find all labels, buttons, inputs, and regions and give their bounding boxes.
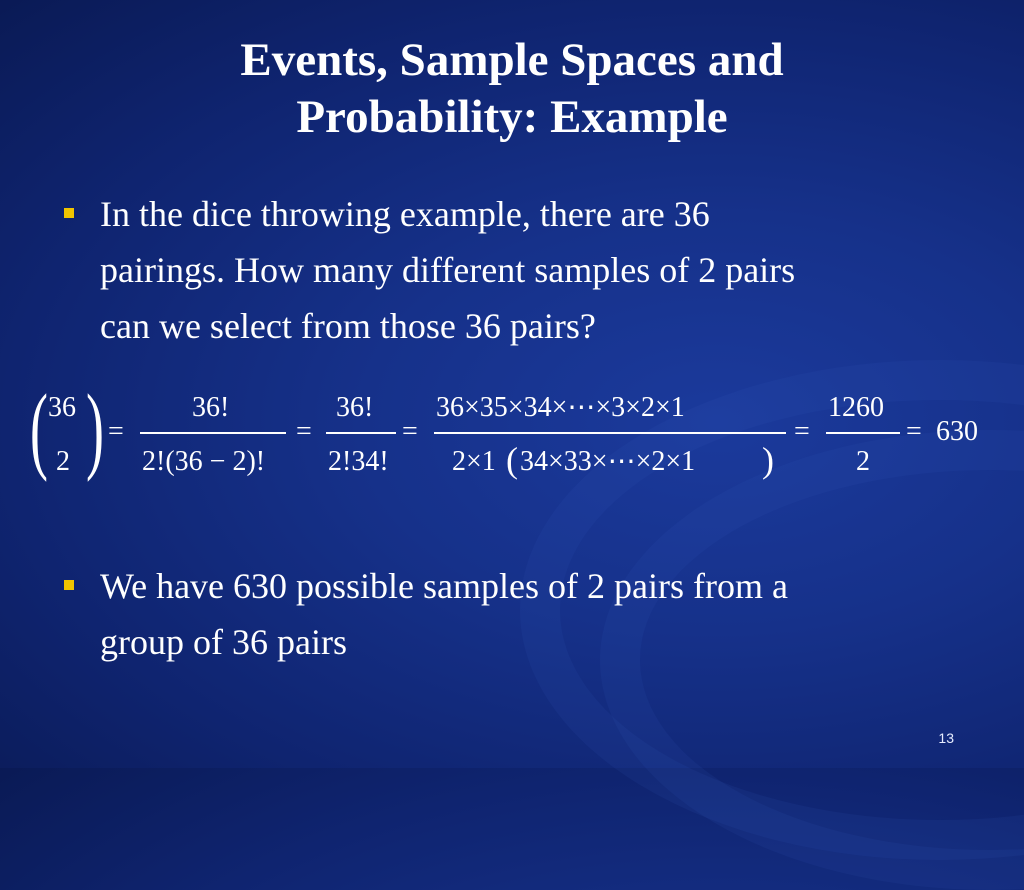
title-line: Probability: Example: [296, 91, 728, 143]
equals-sign: =: [296, 416, 312, 447]
fraction-numerator: 36×35×34×⋯×3×2×1: [436, 392, 685, 423]
paren-open: (: [506, 440, 518, 480]
right-paren: ): [86, 375, 104, 483]
fraction-denominator-factor: 2×1: [452, 446, 496, 477]
fraction-bar: [434, 432, 786, 434]
bullet-text: [100, 186, 1000, 354]
equals-sign: =: [794, 416, 810, 447]
slide-title: [0, 32, 1024, 146]
bullet-marker-icon: [64, 580, 74, 590]
paren-close: ): [762, 440, 774, 480]
fraction-denominator: 2: [856, 446, 870, 477]
fraction-denominator: 2!(36 − 2)!: [142, 446, 266, 477]
bullet-line: can we select from those 36 pairs?: [100, 306, 596, 346]
fraction-bar: [326, 432, 396, 434]
fraction-bar: [826, 432, 900, 434]
fraction-numerator: 1260: [828, 392, 884, 423]
slide-number: 13: [938, 730, 954, 746]
binom-top: 36: [48, 392, 76, 423]
equals-sign: =: [108, 416, 124, 447]
equation-result: 630: [936, 416, 978, 447]
bullet-line: We have 630 possible samples of 2 pairs from a: [100, 566, 788, 606]
binom-bottom: 2: [56, 446, 70, 477]
equals-sign: =: [402, 416, 418, 447]
fraction-bar: [140, 432, 286, 434]
fraction-numerator: 36!: [336, 392, 374, 423]
bullet-marker-icon: [64, 208, 74, 218]
bullet-line: pairings. How many different samples of 2 pairs: [100, 250, 796, 290]
bullet-line: group of 36 pairs: [100, 622, 347, 662]
left-paren: (: [30, 375, 48, 483]
fraction-denominator-product: 34×33×⋯×2×1: [520, 446, 696, 477]
title-line: Events, Sample Spaces and: [240, 34, 784, 86]
fraction-numerator: 36!: [192, 392, 230, 423]
equals-sign: =: [906, 416, 922, 447]
bullet-text: [100, 558, 1000, 670]
bullet-line: In the dice throwing example, there are 36: [100, 194, 710, 234]
fraction-denominator: 2!34!: [328, 446, 389, 477]
